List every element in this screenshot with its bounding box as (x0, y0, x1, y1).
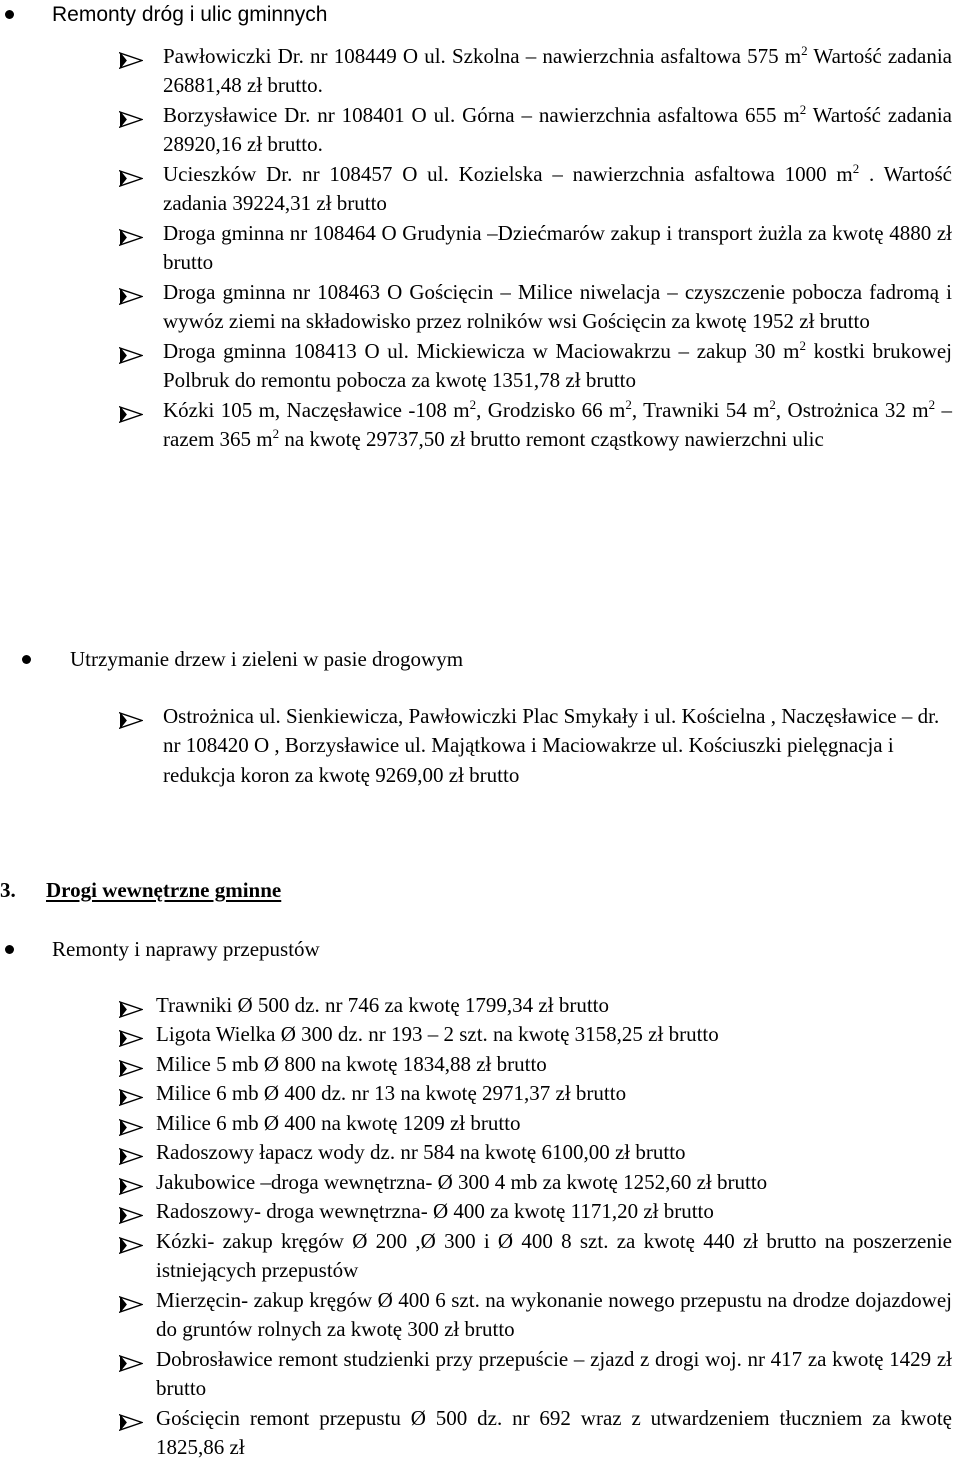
section-number-heading (0, 876, 960, 906)
list-item (0, 219, 960, 278)
section-heading-row (0, 935, 960, 965)
arrowhead-bullet-icon (119, 225, 143, 242)
item-text: Jakubowice –droga wewnętrzna- Ø 300 4 mb za kwotę 1252,60 zł brutto (156, 1169, 768, 1194)
list-item (0, 1227, 960, 1286)
list-item (0, 337, 960, 396)
arrowhead-bullet-icon (119, 1233, 143, 1250)
tree-maintenance-list (0, 702, 960, 791)
section-heading-row (0, 0, 960, 30)
arrowhead-bullet-icon (119, 1115, 143, 1132)
section-internal-roads (0, 876, 960, 906)
arrowhead-bullet-icon (119, 1026, 143, 1043)
list-item (0, 1168, 960, 1198)
list-item (0, 1138, 960, 1168)
section-title: Drogi wewnętrzne gminne (46, 878, 282, 902)
road-repair-list (0, 42, 960, 455)
item-text: , Trawniki 54 m (631, 397, 770, 422)
section-tree-maintenance (0, 645, 960, 790)
item-text: Borzysławice Dr. nr 108401 O ul. Górna – nawierzchnia asfaltowa 655 m (163, 102, 800, 127)
list-item (0, 1020, 960, 1050)
superscript: 2 (852, 160, 860, 176)
item-text: – razem 365 m (163, 397, 953, 451)
arrowhead-bullet-icon (119, 1174, 143, 1191)
item-text: . Wartość zadania 39224,31 zł brutto (163, 161, 952, 215)
arrowhead-bullet-icon (119, 1410, 143, 1427)
arrowhead-bullet-icon (119, 1203, 143, 1220)
list-item (0, 396, 960, 455)
list-item (0, 160, 960, 219)
superscript: 2 (801, 42, 808, 58)
item-text: , Ostrożnica 32 m (775, 397, 929, 422)
arrowhead-bullet-icon (119, 1292, 143, 1309)
arrowhead-bullet-icon (119, 997, 143, 1014)
item-text: Droga gminna nr 108464 O Grudynia –Dziećmarów zakup i transport żużla za kwotę 4880 zł brutto (163, 220, 952, 274)
item-text: Droga gminna 108413 O ul. Mickiewicza w Maciowakrzu – zakup 30 m (163, 338, 800, 363)
item-text: Ligota Wielka Ø 300 dz. nr 193 – 2 szt. na kwotę 3158,25 zł brutto (156, 1022, 719, 1046)
superscript: 2 (272, 426, 280, 441)
list-item (0, 42, 960, 101)
list-item (0, 702, 960, 791)
bullet-icon (5, 945, 14, 954)
item-text: , Grodzisko 66 m (476, 397, 626, 422)
arrowhead-bullet-icon (119, 48, 143, 65)
section-road-repairs (0, 0, 960, 455)
section-culvert-repairs (0, 935, 960, 1463)
section-heading: Remonty i naprawy przepustów (52, 937, 320, 961)
item-text: Milice 6 mb Ø 400 na kwotę 1209 zł brutto (156, 1110, 521, 1135)
item-text: kostki brukowej Polbruk do remontu pobocza za kwotę 1351,78 zł brutto (163, 338, 952, 392)
list-item (0, 1109, 960, 1139)
section-heading: Utrzymanie drzew i zieleni w pasie drogowym (70, 647, 464, 671)
item-text: Milice 6 mb Ø 400 dz. nr 13 na kwotę 2971,37 zł brutto (156, 1081, 627, 1105)
superscript: 2 (799, 337, 807, 353)
item-text: Wartość zadania 26881,48 zł brutto. (163, 43, 952, 97)
list-item (0, 101, 960, 160)
arrowhead-bullet-icon (119, 1056, 143, 1073)
superscript: 2 (625, 396, 632, 412)
list-item (0, 1345, 960, 1404)
arrowhead-bullet-icon (119, 107, 143, 124)
bullet-icon (5, 10, 14, 19)
list-item (0, 1197, 960, 1227)
section-heading: Remonty dróg i ulic gminnych (52, 3, 328, 26)
arrowhead-bullet-icon (119, 402, 143, 419)
item-text: Milice 5 mb Ø 800 na kwotę 1834,88 zł brutto (156, 1051, 547, 1076)
list-item (0, 991, 960, 1021)
item-text: Wartość zadania 28920,16 zł brutto. (163, 102, 952, 156)
item-text: Gościęcin remont przepustu Ø 500 dz. nr 692 wraz z utwardzeniem tłuczniem za kwotę 1825,86 zł (156, 1405, 952, 1459)
item-text: Kózki- zakup kręgów Ø 200 ,Ø 300 i Ø 400 8 szt. za kwotę 440 zł brutto na poszerzenie istniejących przepustów (156, 1228, 952, 1282)
list-item (0, 278, 960, 337)
superscript: 2 (769, 396, 776, 412)
bullet-icon (22, 655, 31, 664)
list-item (0, 1079, 960, 1109)
item-text: Mierzęcin- zakup kręgów Ø 400 6 szt. na wykonanie nowego przepustu na drodze dojazdowej do gruntów rolnych za kwotę 300 zł brutto (156, 1287, 952, 1341)
item-text: Radoszowy- droga wewnętrzna- Ø 400 za kwotę 1171,20 zł brutto (156, 1199, 714, 1223)
item-text: Trawniki Ø 500 dz. nr 746 za kwotę 1799,34 zł brutto (156, 992, 609, 1017)
item-text: na kwotę 29737,50 zł brutto remont cząstkowy nawierzchni ulic (279, 427, 824, 451)
superscript: 2 (469, 396, 477, 412)
arrowhead-bullet-icon (119, 284, 143, 301)
item-text: Droga gminna nr 108463 O Gościęcin – Milice niwelacja – czyszczenie pobocza fadromą i wywóz ziemi na składowisko przez rolników wsi Gościęcin za kwotę 1952 zł brutto (163, 279, 952, 333)
culvert-repair-list (0, 991, 960, 1463)
section-heading-row (0, 645, 960, 675)
item-text: Kózki 105 m, Naczęsławice -108 m (163, 397, 470, 422)
arrowhead-bullet-icon (119, 1351, 143, 1368)
superscript: 2 (928, 396, 936, 412)
item-text: Pawłowiczki Dr. nr 108449 O ul. Szkolna – nawierzchnia asfaltowa 575 m (163, 43, 802, 68)
arrowhead-bullet-icon (119, 1144, 143, 1161)
superscript: 2 (799, 101, 807, 117)
item-text: Ucieszków Dr. nr 108457 O ul. Kozielska – nawierzchnia asfaltowa 1000 m (163, 161, 853, 186)
item-text: Radoszowy łapacz wody dz. nr 584 na kwotę 6100,00 zł brutto (156, 1140, 686, 1164)
section-number: 3. (0, 878, 16, 902)
arrowhead-bullet-icon (119, 708, 143, 725)
arrowhead-bullet-icon (119, 1085, 143, 1102)
arrowhead-bullet-icon (119, 343, 143, 360)
item-text: Ostrożnica ul. Sienkiewicza, Pawłowiczki Plac Smykały i ul. Kościelna , Naczęsławice – dr. nr 108420 O , Borzysławice ul. Majątkowa i Maciowakrze ul. Kościuszki pielęgnacja i redukcja koron za kwotę 9269,00 zł brutto (163, 703, 940, 787)
list-item (0, 1404, 960, 1463)
arrowhead-bullet-icon (119, 166, 143, 183)
list-item (0, 1286, 960, 1345)
item-text: Dobrosławice remont studzienki przy przepuście – zjazd z drogi woj. nr 417 za kwotę 1429 zł brutto (156, 1346, 952, 1400)
list-item (0, 1050, 960, 1080)
